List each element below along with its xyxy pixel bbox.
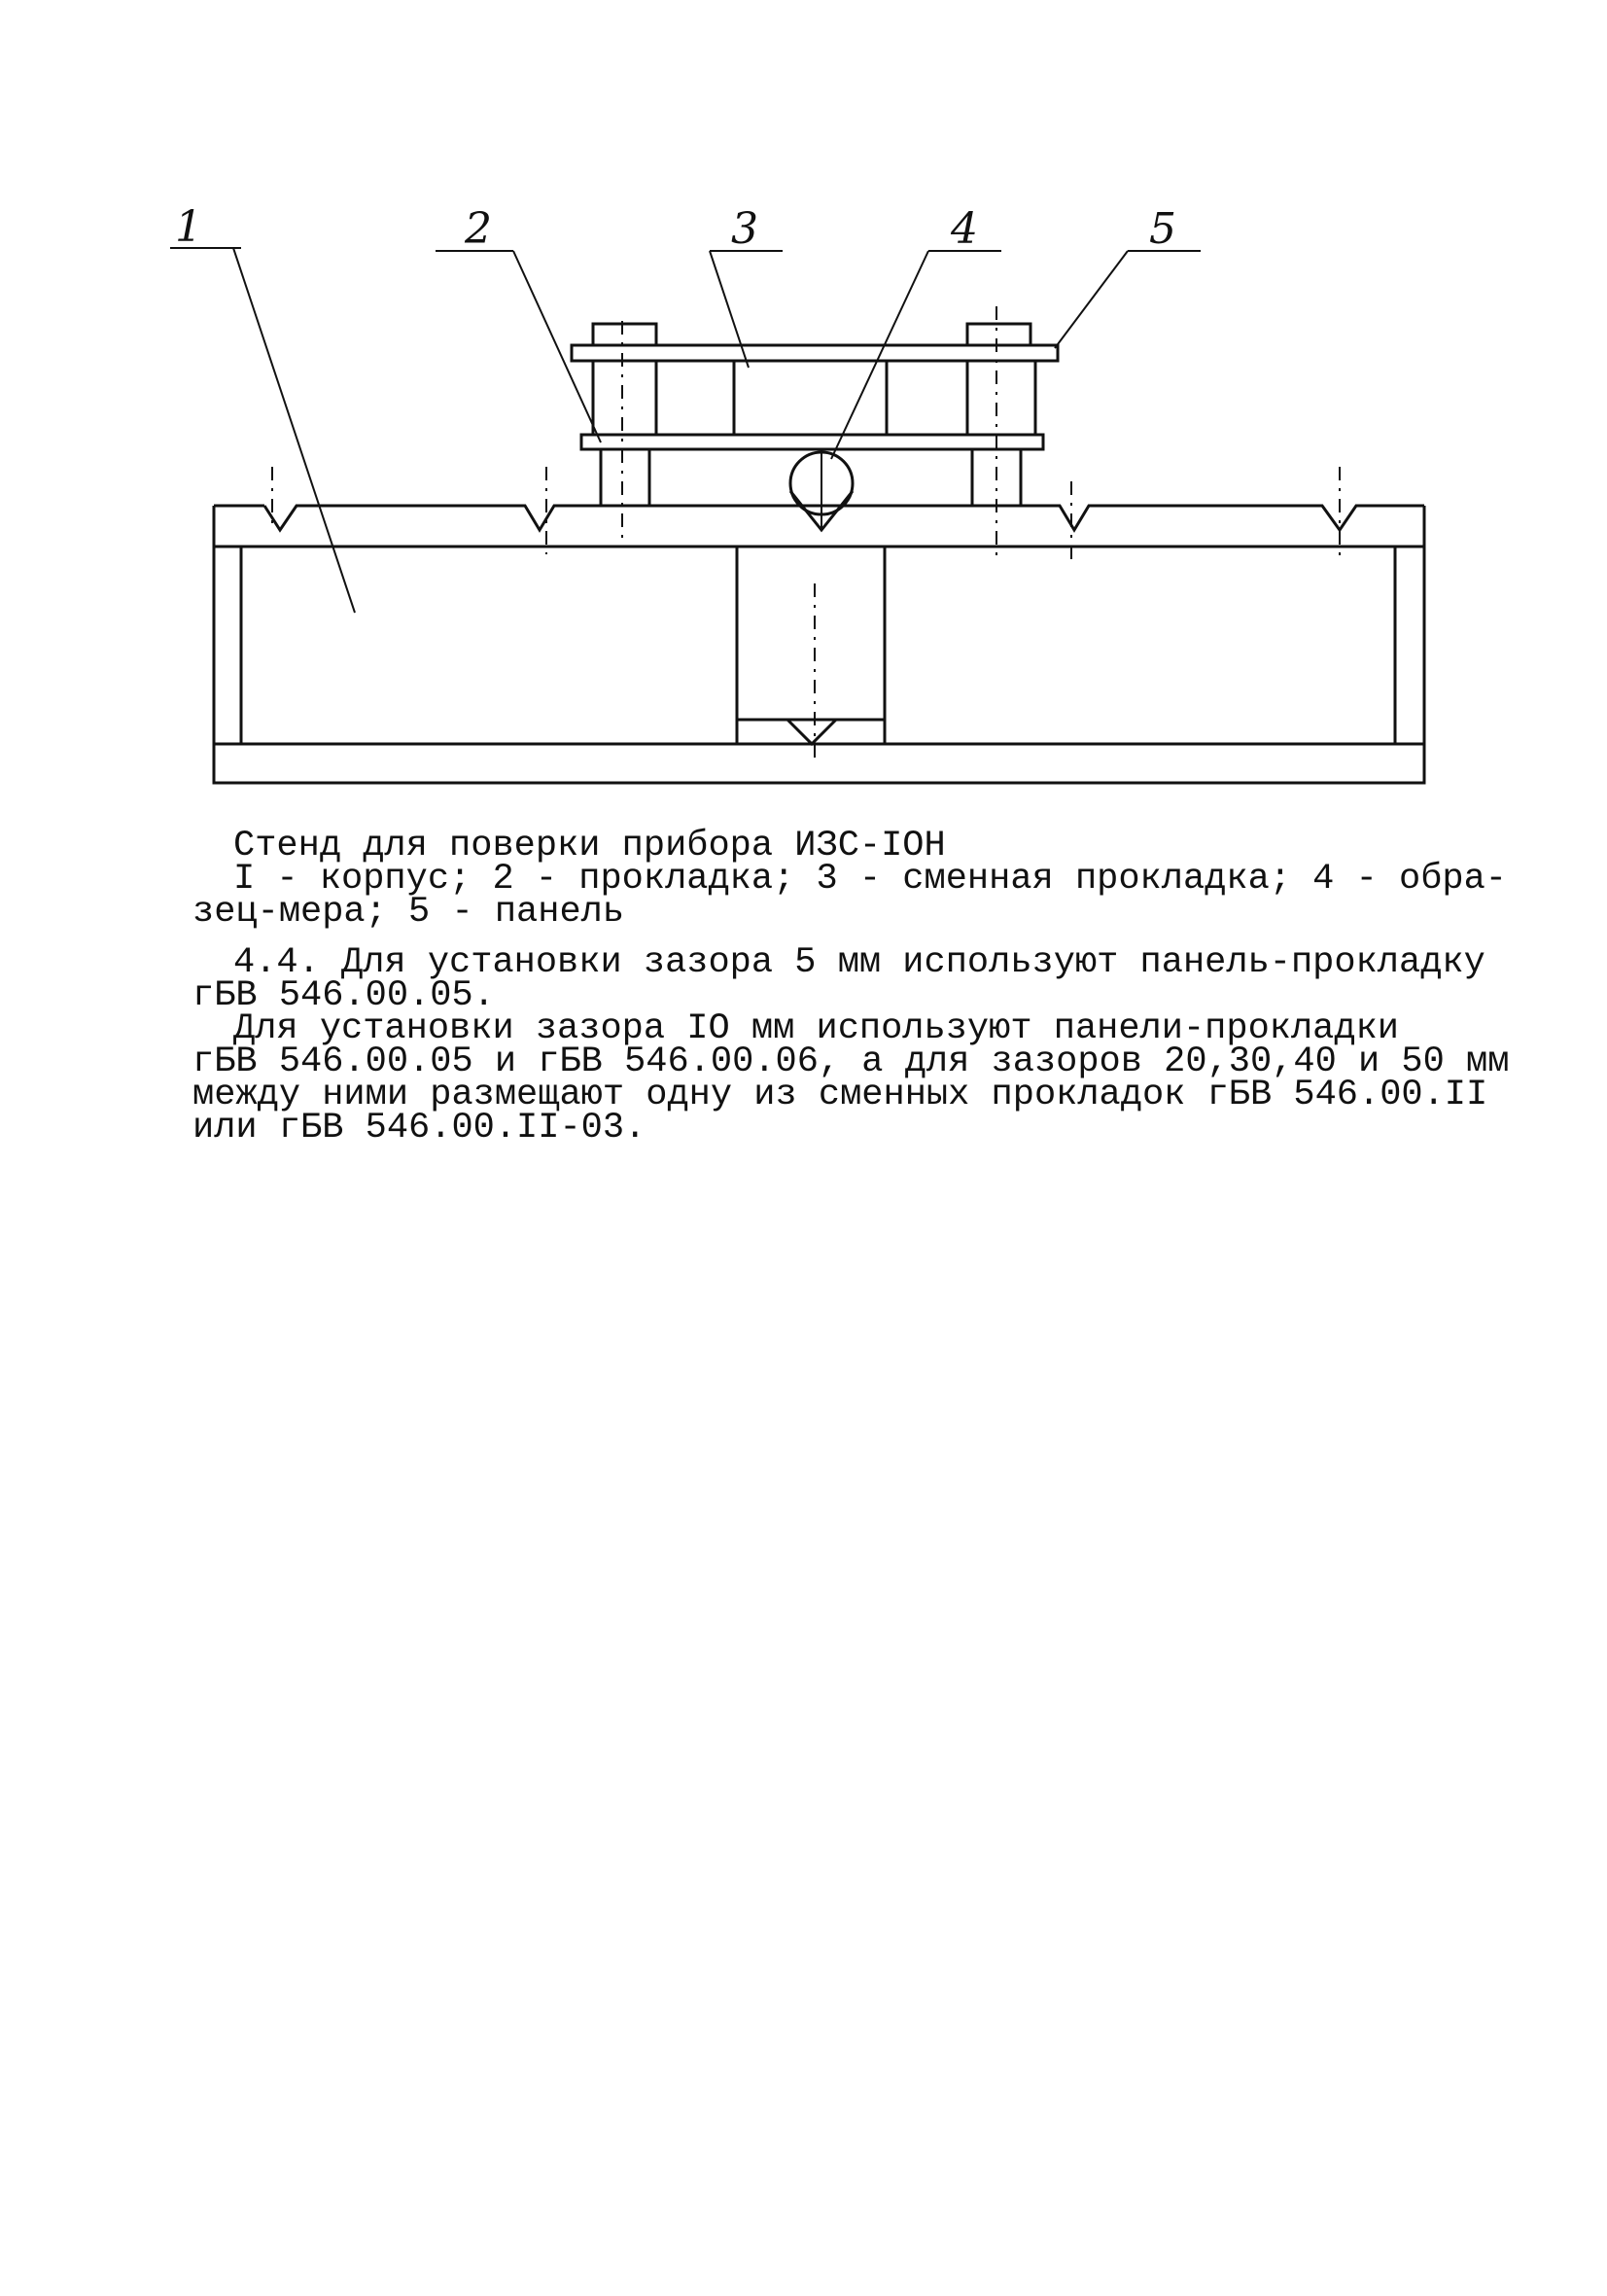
center-axes: [272, 306, 1340, 759]
paragraph-2-line-1: Для установки зазора IO мм используют панели-прокладки: [233, 1008, 1399, 1049]
interchangeable-spacer-3: [593, 361, 1035, 435]
spacer-2: [581, 435, 1043, 449]
callout-4: 4: [951, 204, 978, 254]
callout-3: 3: [731, 204, 758, 254]
callout-1: 1: [175, 202, 202, 252]
sample-gauge-4: [790, 449, 853, 530]
callout-2: 2: [465, 204, 492, 254]
stand-drawing: [0, 0, 1607, 875]
paragraph-4-4-line-1: 4.4. Для установки зазора 5 мм используют панель-прокладку: [233, 942, 1485, 983]
panel-5: [572, 345, 1058, 361]
figure-title: Стенд для поверки прибора ИЗС-IOH: [233, 826, 946, 866]
body-1: [214, 506, 1424, 783]
callout-5: 5: [1149, 204, 1176, 254]
figure-legend-line-2: зец-мера; 5 - панель: [192, 892, 625, 933]
bolts: [593, 324, 1031, 506]
paragraph-2-line-4: или гБВ 546.00.II-03.: [192, 1108, 646, 1148]
paragraph-4-4-line-2: гБВ 546.00.05.: [192, 975, 495, 1016]
callout-leaders: [170, 248, 1201, 613]
paragraph-2-line-2: гБВ 546.00.05 и гБВ 546.00.06, а для зазоров 20,30,40 и 50 мм: [192, 1042, 1510, 1082]
paragraph-2-line-3: между ними размещают одну из сменных прокладок гБВ 546.00.II: [192, 1075, 1488, 1115]
figure-legend-line-1: I - корпус; 2 - прокладка; 3 - сменная прокладка; 4 - обра-: [233, 859, 1508, 900]
